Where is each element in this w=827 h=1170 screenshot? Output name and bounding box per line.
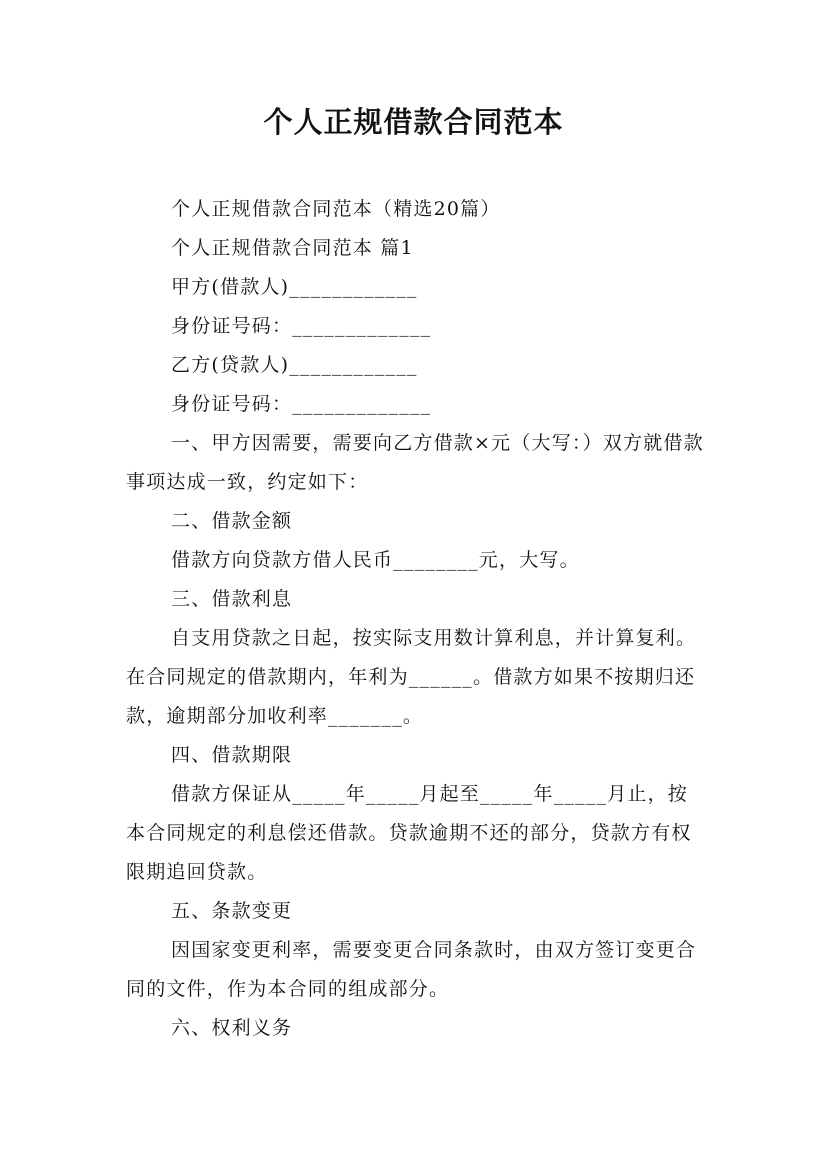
document-title: 个人正规借款合同范本 xyxy=(263,105,564,139)
clause-4-text: 借款方保证从_____年_____月起至_____年_____月止，按本合同规定的利息偿还借款。贷款逾期不还的部分，贷款方有权限期追回贷款。 xyxy=(126,783,692,883)
clause-5-text: 因国家变更利率，需要变更合同条款时，由双方签订变更合同的文件，作为本合同的组成部分。 xyxy=(126,939,697,1000)
party-b-field: 乙方(贷款人)____________ xyxy=(171,354,418,376)
party-b-id-field: 身份证号码：_____________ xyxy=(171,393,432,415)
clause-3-heading: 三、借款利息 xyxy=(171,588,293,610)
clause-5-heading: 五、条款变更 xyxy=(171,900,293,922)
clause-2-text: 借款方向贷款方借人民币________元，大写。 xyxy=(171,549,580,571)
party-a-id-field: 身份证号码：_____________ xyxy=(171,315,432,337)
clause-3-text: 自支用贷款之日起，按实际支用数计算利息，并计算复利。在合同规定的借款期内，年利为______。借款方如果不按期归还款，逾期部分加收利率_______。 xyxy=(126,627,697,727)
party-a-field: 甲方(借款人)____________ xyxy=(171,276,418,298)
clause-1-text: 一、甲方因需要，需要向乙方借款×元（大写：）双方就借款事项达成一致，约定如下： xyxy=(126,432,704,493)
clause-2-heading: 二、借款金额 xyxy=(171,510,293,532)
section-heading-article-1: 个人正规借款合同范本 篇1 xyxy=(171,237,414,259)
clause-4-heading: 四、借款期限 xyxy=(171,744,293,766)
document-subtitle: 个人正规借款合同范本（精选20篇） xyxy=(171,198,501,220)
document-body xyxy=(126,190,706,1048)
clause-6-heading: 六、权利义务 xyxy=(171,1017,293,1039)
